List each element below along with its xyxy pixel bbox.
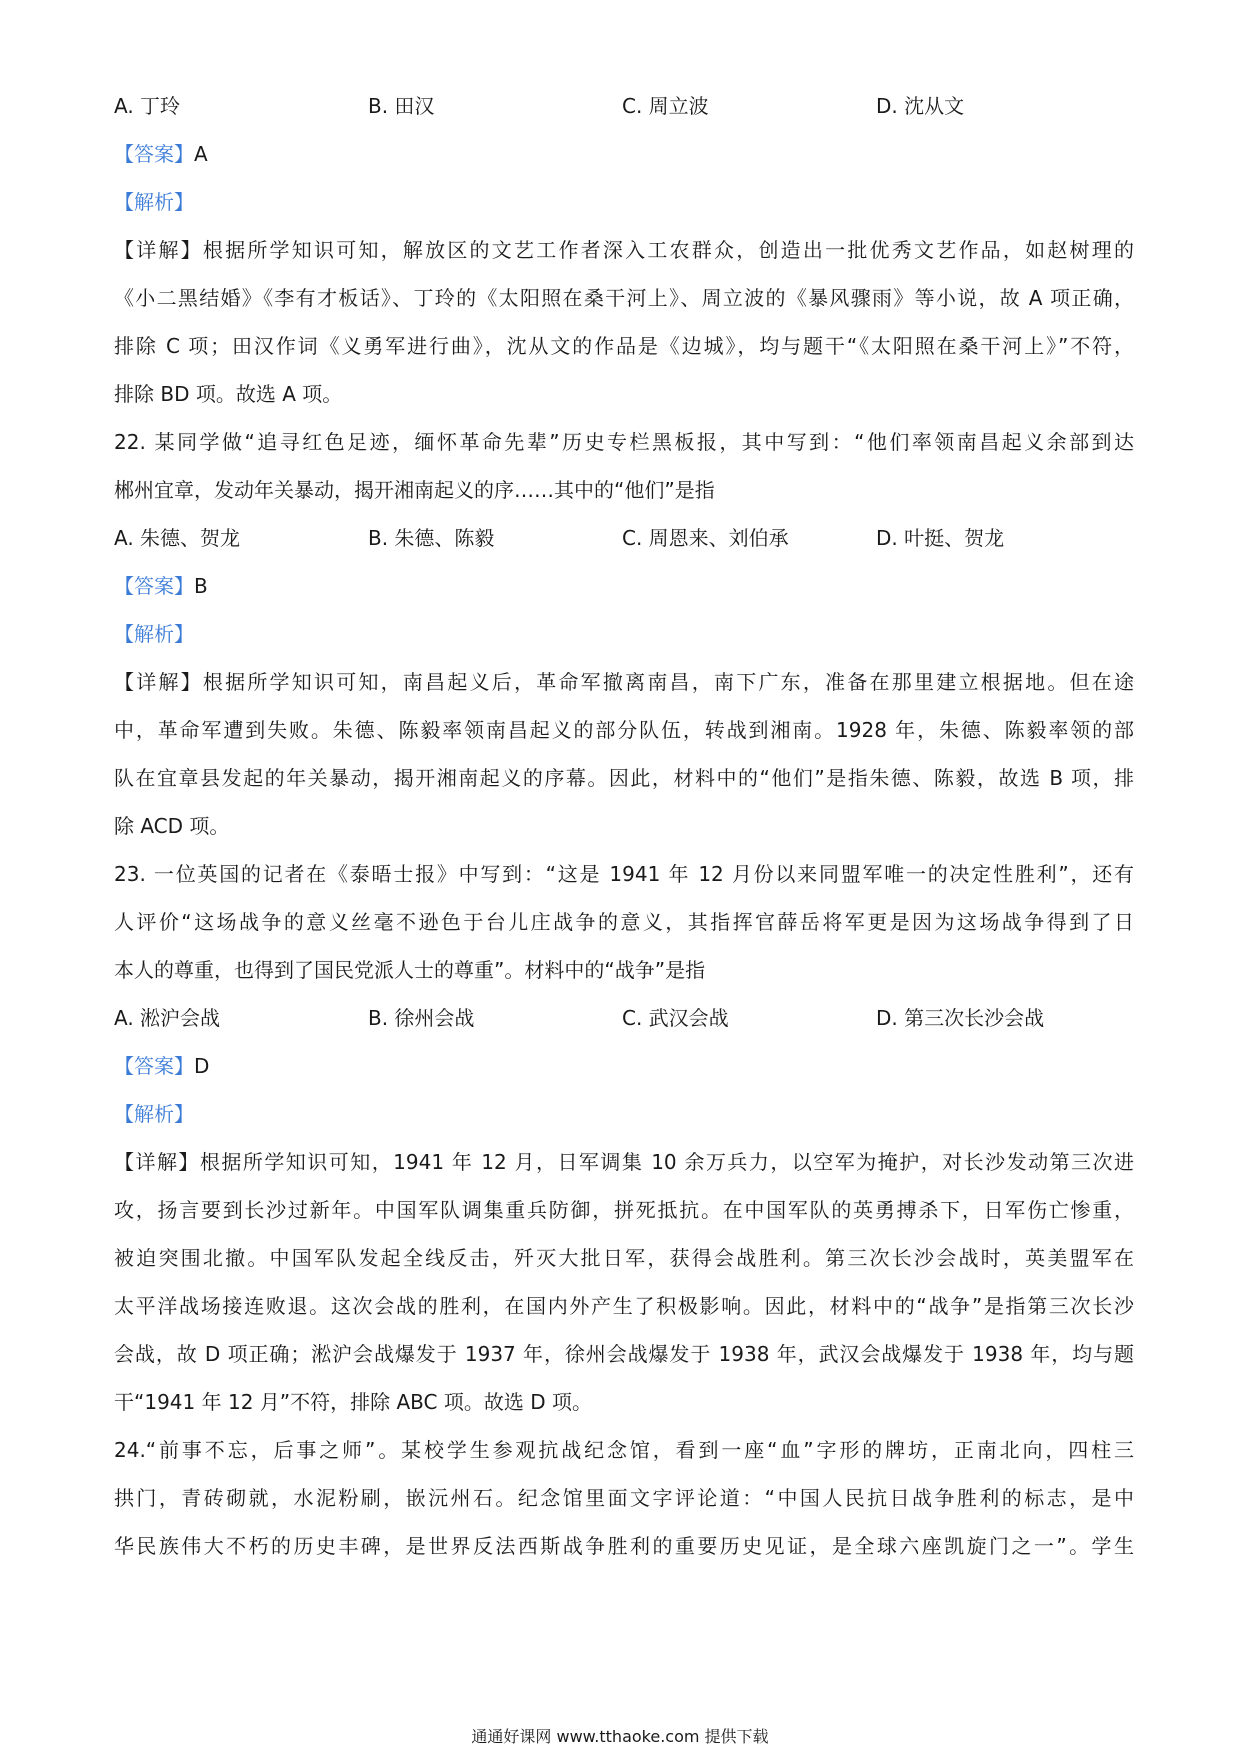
q23-analysis-tag [114, 1100, 1134, 1128]
q21-option-b: B. 田汉 [368, 94, 435, 118]
q21-detail-line-4: 排除 BD 项。故选 A 项。 [114, 382, 343, 406]
q21-option-a: A. 丁玲 [114, 94, 181, 118]
answer-tag: 【答案】 [114, 142, 194, 166]
q23-option-d: D. 第三次长沙会战 [876, 1006, 1045, 1030]
q22-option-d: D. 叶挺、贺龙 [876, 526, 1005, 550]
detail-tag: 【详解】 [114, 670, 203, 694]
q21-answer [114, 140, 1134, 168]
analysis-tag: 【解析】 [114, 622, 194, 646]
q22-stem-line-1: 22. 某同学做“追寻红色足迹，缅怀革命先辈”历史专栏黑板报，其中写到：“他们率领南昌起义余部到达 [114, 430, 1134, 454]
q22-analysis-tag [114, 620, 1134, 648]
q21-detail-line-3: 排除 C 项；田汉作词《义勇军进行曲》，沈从文的作品是《边城》，均与题干“《太阳照在桑干河上》”不符， [114, 334, 1134, 358]
q22-detail-line-1 [114, 668, 1134, 696]
detail-text: 根据所学知识可知，1941 年 12 月，日军调集 10 余万兵力，以空军为掩护，对长沙发动第三次进 [199, 1150, 1134, 1174]
q22-detail-line-4: 除 ACD 项。 [114, 814, 230, 838]
q21-option-c: C. 周立波 [622, 94, 709, 118]
q23-option-b: B. 徐州会战 [368, 1006, 475, 1030]
q24-stem-line-1: 24.“前事不忘，后事之师”。某校学生参观抗战纪念馆，看到一座“血”字形的牌坊，正南北向，四柱三 [114, 1438, 1134, 1462]
q21-analysis-tag [114, 188, 1134, 216]
answer-value: A [194, 142, 208, 166]
q23-answer [114, 1052, 1134, 1080]
answer-value: B [194, 574, 208, 598]
q23-option-a: A. 淞沪会战 [114, 1006, 221, 1030]
q24-stem-line-2: 拱门，青砖砌就，水泥粉刷，嵌沅州石。纪念馆里面文字评论道：“中国人民抗日战争胜利的标志，是中 [114, 1486, 1134, 1510]
q23-stem-line-1: 23. 一位英国的记者在《泰晤士报》中写到：“这是 1941 年 12 月份以来同盟军唯一的决定性胜利”，还有 [114, 862, 1134, 886]
q22-answer [114, 572, 1134, 600]
q23-detail-line-6: 干“1941 年 12 月”不符，排除 ABC 项。故选 D 项。 [114, 1390, 592, 1414]
q24-stem-line-3: 华民族伟大不朽的历史丰碑，是世界反法西斯战争胜利的重要历史见证，是全球六座凯旋门之一”。学生 [114, 1534, 1134, 1558]
q23-detail-line-1 [114, 1148, 1134, 1176]
q22-option-c: C. 周恩来、刘伯承 [622, 526, 789, 550]
q22-detail-line-3: 队在宜章县发起的年关暴动，揭开湘南起义的序幕。因此，材料中的“他们”是指朱德、陈毅，故选 B 项，排 [114, 766, 1134, 790]
detail-tag: 【详解】 [114, 238, 203, 262]
q21-option-d: D. 沈从文 [876, 94, 965, 118]
detail-text: 根据所学知识可知，解放区的文艺工作者深入工农群众，创造出一批优秀文艺作品，如赵树理的 [202, 238, 1135, 262]
detail-text: 根据所学知识可知，南昌起义后，革命军撤离南昌，南下广东，准备在那里建立根据地。但在途 [202, 670, 1135, 694]
detail-tag: 【详解】 [114, 1150, 200, 1174]
q22-option-b: B. 朱德、陈毅 [368, 526, 495, 550]
answer-tag: 【答案】 [114, 574, 194, 598]
q23-detail-line-5: 会战，故 D 项正确；淞沪会战爆发于 1937 年，徐州会战爆发于 1938 年，武汉会战爆发于 1938 年，均与题 [114, 1342, 1134, 1366]
analysis-tag: 【解析】 [114, 1102, 194, 1126]
q23-stem-line-3: 本人的尊重，也得到了国民党派人士的尊重”。材料中的“战争”是指 [114, 958, 706, 982]
answer-value: D [194, 1054, 210, 1078]
page-footer: 通通好课网 www.tthaoke.com 提供下载 [471, 1727, 769, 1746]
q23-detail-line-4: 太平洋战场接连败退。这次会战的胜利，在国内外产生了积极影响。因此，材料中的“战争”是指第三次长沙 [114, 1294, 1134, 1318]
q22-stem-line-2: 郴州宜章，发动年关暴动，揭开湘南起义的序……其中的“他们”是指 [114, 478, 715, 502]
q23-option-c: C. 武汉会战 [622, 1006, 729, 1030]
q21-detail-line-1 [114, 236, 1134, 264]
q22-detail-line-2: 中，革命军遭到失败。朱德、陈毅率领南昌起义的部分队伍，转战到湘南。1928 年，朱德、陈毅率领的部 [114, 718, 1134, 742]
analysis-tag: 【解析】 [114, 190, 194, 214]
q21-detail-line-2: 《小二黑结婚》《李有才板话》、丁玲的《太阳照在桑干河上》、周立波的《暴风骤雨》等小说，故 A 项正确， [114, 286, 1134, 310]
q23-stem-line-2: 人评价“这场战争的意义丝毫不逊色于台儿庄战争的意义，其指挥官薛岳将军更是因为这场战争得到了日 [114, 910, 1134, 934]
q23-detail-line-3: 被迫突围北撤。中国军队发起全线反击，歼灭大批日军，获得会战胜利。第三次长沙会战时，英美盟军在 [114, 1246, 1134, 1270]
q22-option-a: A. 朱德、贺龙 [114, 526, 241, 550]
answer-tag: 【答案】 [114, 1054, 194, 1078]
q23-detail-line-2: 攻，扬言要到长沙过新年。中国军队调集重兵防御，拼死抵抗。在中国军队的英勇搏杀下，日军伤亡惨重， [114, 1198, 1134, 1222]
